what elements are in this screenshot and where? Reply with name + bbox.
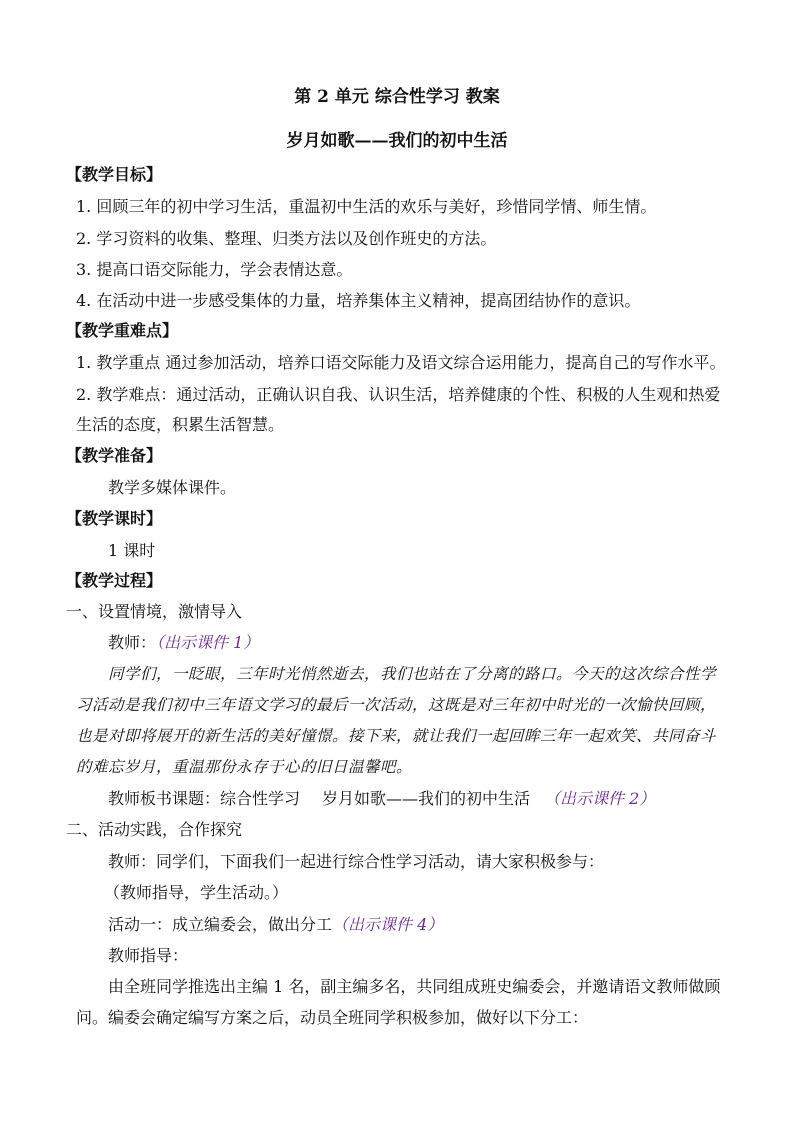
activity-1-line xyxy=(108,914,718,936)
section-1-title: 一、设置情境，激情导入 xyxy=(66,602,243,621)
prep-heading: 【教学准备】 xyxy=(66,446,163,465)
courseware-tag-2: （出示课件 2） xyxy=(544,789,656,808)
goal-item-4: 4. 在活动中进一步感受集体的力量，培养集体主义精神，提高团结协作的意识。 xyxy=(76,291,641,310)
hours-text: 1 课时 xyxy=(108,541,156,560)
guide-note: （教师指导，学生活动。） xyxy=(104,883,289,902)
keypoint-item-1: 1. 教学重点 通过参加活动，培养口语交际能力及语文综合运用能力，提高自己的写作水平。 xyxy=(76,353,726,372)
keypoints-heading: 【教学重难点】 xyxy=(66,321,179,340)
final-para-line-1: 由全班同学推选出主编 1 名，副主编多名，共同组成班史编委会，并邀请语文教师做顾 xyxy=(108,977,721,996)
doc-title: 第 2 单元 综合性学习 教案 xyxy=(294,87,500,107)
keypoint-item-2-line2: 生活的态度，积累生活智慧。 xyxy=(76,415,285,434)
board-text: 教师板书课题：综合性学习 xyxy=(108,789,301,808)
courseware-tag-4: （出示课件 4） xyxy=(332,915,444,934)
teacher-instruction: 教师：同学们，下面我们一起进行综合性学习活动，请大家积极参与： xyxy=(108,852,605,871)
hours-heading: 【教学课时】 xyxy=(66,509,163,528)
goal-item-1: 1. 回顾三年的初中学习生活，重温初中生活的欢乐与美好，珍惜同学情、师生情。 xyxy=(76,197,657,216)
activity-1-title: 活动一：成立编委会，做出分工 xyxy=(108,915,333,934)
goal-item-3: 3. 提高口语交际能力，学会表情达意。 xyxy=(76,260,353,279)
goals-heading: 【教学目标】 xyxy=(66,165,163,184)
goal-item-2: 2. 学习资料的收集、整理、归类方法以及创作班史的方法。 xyxy=(76,229,497,248)
process-heading: 【教学过程】 xyxy=(66,571,163,590)
keypoint-item-2-line1: 2. 教学难点：通过活动，正确认识自我、认识生活，培养健康的个性、积极的人生观和热爱 xyxy=(76,385,721,404)
intro-para-line-1: 同学们，一眨眼，三年时光悄然逝去，我们也站在了分离的路口。今天的这次综合性学 xyxy=(108,665,717,683)
final-para-line-2: 问。编委会确定编写方案之后，动员全班同学积极参加，做好以下分工： xyxy=(76,1008,589,1027)
section-2-title: 二、活动实践，合作探究 xyxy=(66,820,243,839)
teacher-intro-line xyxy=(108,632,718,654)
intro-para-line-4: 的难忘岁月，重温那份永存于心的旧日温馨吧。 xyxy=(76,758,413,776)
teacher-label: 教师： xyxy=(108,633,157,652)
board-line xyxy=(108,788,718,810)
intro-para-line-2: 习活动是我们初中三年语文学习的最后一次活动，这既是对三年初中时光的一次愉快回顾， xyxy=(76,696,717,714)
prep-text: 教学多媒体课件。 xyxy=(108,478,237,497)
board-title: 岁月如歌——我们的初中生活 xyxy=(322,789,531,808)
doc-subtitle: 岁月如歌——我们的初中生活 xyxy=(286,131,508,151)
courseware-tag-1: （出示课件 1） xyxy=(156,633,260,652)
intro-para-line-3: 也是对即将展开的新生活的美好憧憬。接下来，就让我们一起回眸三年一起欢笑、共同奋斗 xyxy=(76,727,717,745)
guide-label: 教师指导： xyxy=(108,946,189,965)
